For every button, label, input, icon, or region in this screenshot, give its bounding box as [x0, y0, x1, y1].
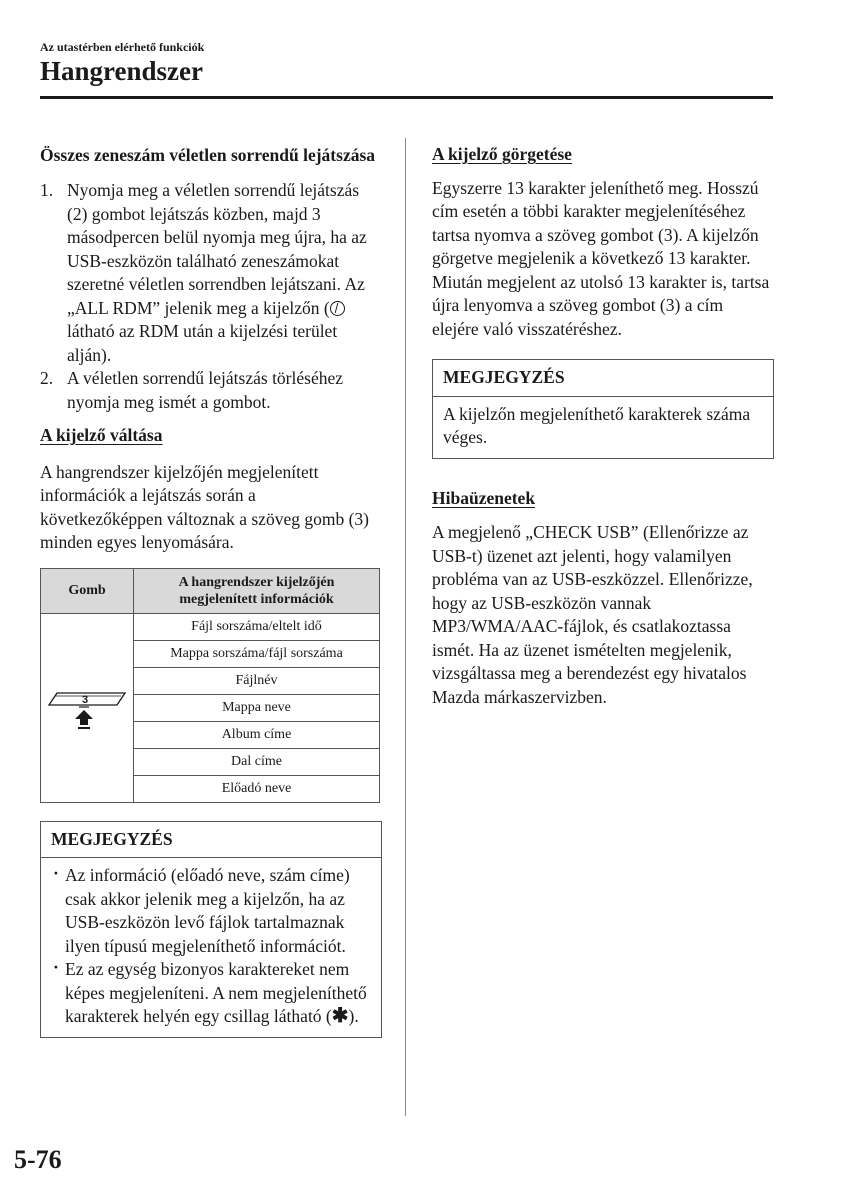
button-cell [41, 613, 134, 802]
step-item [40, 367, 382, 414]
table-header-row [41, 568, 380, 613]
note-title: MEGJEGYZÉS [433, 360, 773, 397]
step-number: 1. [40, 180, 54, 200]
note-box [432, 359, 774, 459]
button-label: 3 [81, 693, 89, 706]
scroll-heading: A kijelző görgetése [432, 144, 572, 164]
table-cell: Előadó neve [134, 775, 380, 802]
title-rule [40, 96, 773, 99]
note-bullet [51, 958, 371, 1029]
note-body [41, 858, 381, 1037]
page-number: 5-76 [14, 1145, 62, 1174]
table-cell: Dal címe [134, 748, 380, 775]
column-divider [405, 138, 406, 1116]
step-item [40, 179, 382, 367]
note-bullet-text: Az információ (előadó neve, szám címe) csak akkor jelenik meg a kijelzőn, ha az USB-eszközön levő fájlok tartalmaznak ilyen típusú megjeleníthető információt. [65, 865, 350, 956]
note-bullet [51, 864, 371, 958]
step-text: A véletlen sorrendű lejátszás törléséhez nyomja meg ismét a gombot. [67, 368, 344, 412]
table-cell: Mappa neve [134, 694, 380, 721]
note-title: MEGJEGYZÉS [41, 822, 381, 859]
note-bullet-text: ). [348, 1006, 359, 1026]
step-text-part: Nyomja meg a véletlen sorrendű lejátszás (2) gombot lejátszás közben, majd 3 másodpercen belül nyomja meg újra, ha az USB-eszközön található zeneszámokat szeretné véletlen sorrendben lejátszani. Az „ALL RDM” jelenik meg a kijelzőn ( [67, 180, 367, 318]
errors-text: A megjelenő „CHECK USB” (Ellenőrizze az USB-t) üzenet azt jelenti, hogy valamilyen probléma van az USB-eszközzel. Ellenőrizze, hogy az USB-eszközön vannak MP3/WMA/AAC-fájlok, és csatlakoztassa ismét. Ha az üzenet ismételten megjelenik, vizsgáltassa meg a berendezést egy hivatalos Mazda márkaszervizben. [432, 522, 753, 707]
step-number: 2. [40, 368, 54, 388]
display-switch-heading: A kijelző váltása [40, 425, 163, 445]
press-arrow-icon [75, 707, 93, 728]
table-cell: Mappa sorszáma/fájl sorszáma [134, 640, 380, 667]
note-bullets [51, 864, 371, 1029]
display-switch-text: A hangrendszer kijelzőjén megjelenített információk a lejátszás során a következőképpen változnak a szöveg gomb (3) minden egyes lenyomására. [40, 461, 369, 552]
left-column [40, 143, 382, 1038]
text-button-3-icon [45, 675, 129, 735]
note-body [433, 397, 773, 458]
right-column [432, 143, 774, 709]
note-bullet-text: Ez az egység bizonyos karaktereket nem képes megjeleníteni. A nem megjeleníthető karakterek helyén egy csillag látható ( [65, 959, 367, 1026]
scroll-text: Egyszerre 13 karakter jeleníthető meg. Hosszú cím esetén a többi karakter megjelenítéséhez tartsa nyomva a szöveg gombot (3). A kijelzőn görgetve megjelenik a következő 13 karakter. Miután megjelent az utolsó 13 karakter is, tartsa újra lenyomva a szöveg gombot (3) a cím elejére való visszatéréshez. [432, 177, 770, 339]
display-info-table [40, 568, 380, 803]
random-play-heading: Összes zeneszám véletlen sorrendű lejátszása [40, 145, 376, 165]
note-box [40, 821, 382, 1038]
table-cell: Fájlnév [134, 667, 380, 694]
note-text: A kijelzőn megjeleníthető karakterek száma véges. [443, 403, 751, 447]
random-indicator-icon [330, 301, 345, 316]
step-text-part: látható az RDM után a kijelzési terület alján). [67, 321, 338, 365]
section-label: Az utastérben elérhető funkciók [40, 40, 205, 54]
table-row [41, 613, 380, 640]
page-title: Hangrendszer [40, 56, 203, 86]
random-play-steps [40, 179, 382, 414]
asterisk-icon: ✱ [331, 1005, 349, 1027]
table-cell: Album címe [134, 721, 380, 748]
table-header-info: A hangrendszer kijelzőjén megjelenített információk [134, 568, 380, 613]
errors-heading: Hibaüzenetek [432, 487, 536, 508]
table-cell: Fájl sorszáma/eltelt idő [134, 613, 380, 640]
table-header-button: Gomb [41, 568, 134, 613]
